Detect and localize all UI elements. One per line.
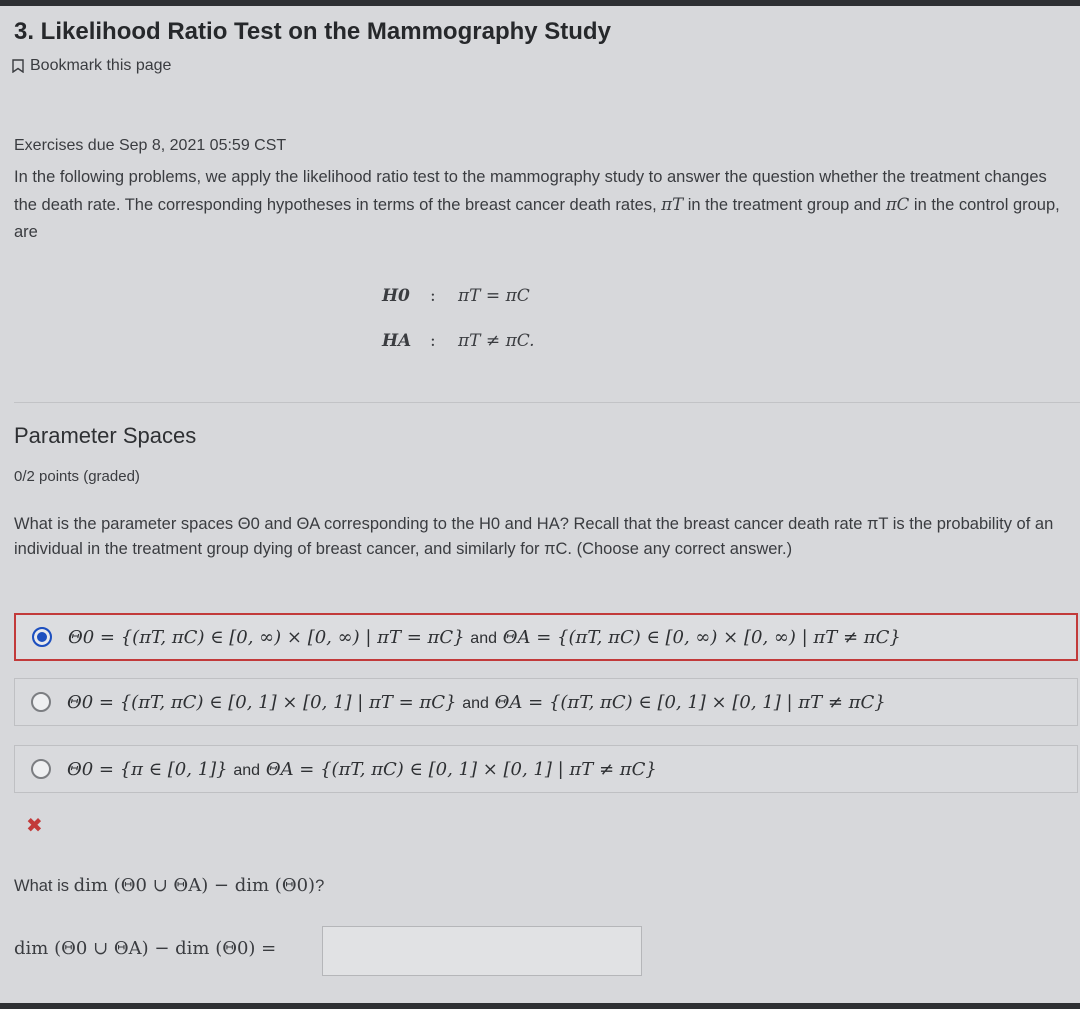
bookmark-link[interactable]: [12, 57, 171, 75]
answer-option-1[interactable]: [14, 613, 1078, 661]
hypothesis-colon: :: [430, 286, 436, 306]
question2-prefix: What is: [14, 877, 74, 895]
due-date: Exercises due Sep 8, 2021 05:59 CST: [14, 137, 287, 154]
radio-button-selected[interactable]: [32, 627, 52, 647]
option-and: and: [462, 694, 489, 712]
option-right-set: ΘA = {(πT, πC) ∈ [0, ∞) × [0, ∞) | πT ≠ πC}: [502, 626, 901, 648]
option-text: [67, 692, 886, 713]
page-title: 3. Likelihood Ratio Test on the Mammography Study: [14, 18, 611, 45]
hypothesis-alternative: [382, 331, 535, 351]
question2-text: [14, 875, 324, 896]
hypothesis-rhs: πT ≠ πC.: [458, 331, 535, 351]
bookmark-label: Bookmark this page: [30, 57, 172, 74]
intro-text-part1: In the following problems, we apply the likelihood ratio test to the mammography study to answer the question whether the treatment changes the death rate. The corresponding hypotheses in terms of the breast cancer death rates,: [14, 168, 1047, 214]
answer-option-3[interactable]: [14, 745, 1078, 793]
intro-text-part3: in the control group, are: [14, 196, 1060, 241]
option-right-set: ΘA = {(πT, πC) ∈ [0, 1] × [0, 1] | πT ≠ πC}: [494, 691, 886, 713]
option-text: [67, 759, 657, 780]
top-bar: [0, 0, 1080, 6]
option-right-set: ΘA = {(πT, πC) ∈ [0, 1] × [0, 1] | πT ≠ πC}: [265, 758, 657, 780]
hypothesis-colon: :: [430, 331, 436, 351]
intro-text-part2: in the treatment group and: [683, 196, 886, 214]
incorrect-icon: ✖: [26, 815, 43, 837]
intro-text: [14, 164, 1074, 246]
question2-suffix: ?: [315, 877, 325, 895]
pi-t: πT: [661, 195, 684, 214]
answer-input[interactable]: [322, 926, 642, 976]
answer-label: [14, 938, 276, 959]
answer-option-2[interactable]: [14, 678, 1078, 726]
hypothesis-lhs: HA: [382, 331, 412, 351]
question-text: What is the parameter spaces Θ0 and ΘA corresponding to the H0 and HA? Recall that the breast cancer death rate πT is the probability of an individual in the treatment group dying of breast cancer, and similarly for πC. (Choose any correct answer.): [14, 515, 1054, 558]
option-left-set: Θ0 = {(πT, πC) ∈ [0, 1] × [0, 1] | πT = πC}: [67, 691, 457, 713]
hypothesis-null: [382, 286, 530, 306]
question2-math: dim (Θ0 ∪ ΘA) − dim (Θ0): [73, 875, 316, 896]
option-left-set: Θ0 = {π ∈ [0, 1]}: [67, 758, 228, 780]
option-left-set: Θ0 = {(πT, πC) ∈ [0, ∞) × [0, ∞) | πT = πC}: [68, 626, 465, 648]
section-divider: [14, 402, 1080, 403]
pi-c: πC: [885, 195, 910, 214]
answer-label-math: dim (Θ0 ∪ ΘA) − dim (Θ0) =: [14, 938, 277, 959]
option-text: [68, 627, 901, 648]
bottom-bar: [0, 1003, 1080, 1009]
problem-title: Parameter Spaces: [14, 423, 197, 448]
radio-button[interactable]: [31, 759, 51, 779]
points-label: 0/2 points (graded): [14, 468, 140, 485]
bookmark-icon: [12, 59, 24, 73]
hypothesis-rhs: πT = πC: [458, 286, 530, 306]
radio-button[interactable]: [31, 692, 51, 712]
hypothesis-lhs: H0: [382, 286, 410, 306]
option-and: and: [233, 761, 261, 779]
option-and: and: [470, 629, 497, 647]
